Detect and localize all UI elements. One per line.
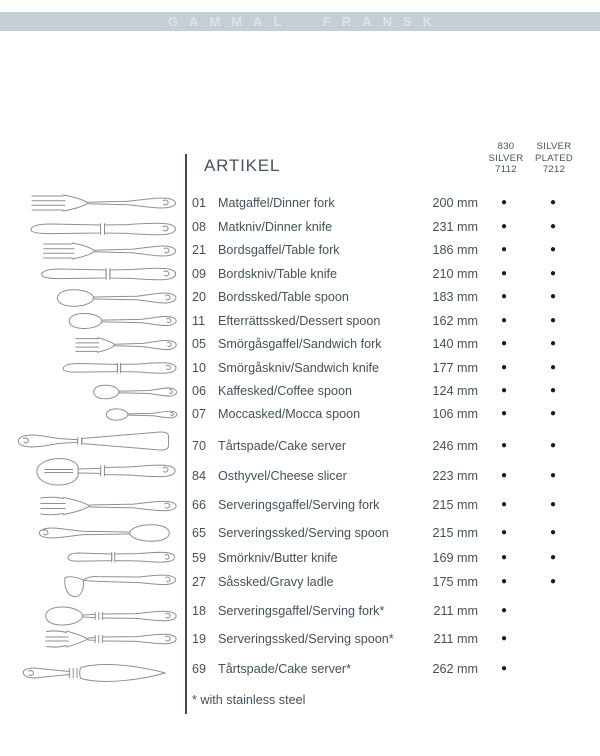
article-size: 211 mm	[433, 604, 478, 618]
article-size: 169 mm	[432, 551, 478, 565]
article-name: Matkniv/Dinner knife	[218, 220, 333, 234]
dot-830-silver: ●	[500, 605, 508, 616]
dessert-spoon-icon	[67, 311, 178, 331]
dot-830-silver: ●	[500, 499, 508, 510]
dot-silver-plated: ●	[549, 385, 557, 396]
table-row	[192, 313, 576, 329]
article-name: Bordskniv/Table knife	[218, 267, 338, 281]
article-name: Tårtspade/Cake server*	[218, 662, 351, 676]
table-row	[192, 525, 576, 541]
article-name: Osthyvel/Cheese slicer	[218, 469, 347, 483]
article-number: 65	[192, 526, 207, 540]
table-row	[192, 336, 576, 352]
article-number: 27	[192, 575, 207, 589]
sandwich-knife-icon	[60, 359, 178, 377]
article-number: 66	[192, 498, 207, 512]
table-row	[192, 631, 576, 647]
table-knife-icon	[38, 264, 178, 284]
article-size: 183 mm	[432, 290, 478, 304]
dot-830-silver: ●	[500, 527, 508, 538]
dot-830-silver: ●	[500, 552, 508, 563]
dot-silver-plated: ●	[549, 244, 557, 255]
dot-830-silver: ●	[500, 385, 508, 396]
table-row	[192, 661, 576, 677]
table-row	[192, 497, 576, 513]
gravy-ladle-icon	[62, 571, 178, 599]
dot-silver-plated: ●	[549, 338, 557, 349]
column-header-line: SILVER	[488, 152, 524, 164]
article-number: 70	[192, 439, 207, 453]
dot-silver-plated	[530, 661, 576, 677]
article-name: Bordssked/Table spoon	[218, 290, 349, 304]
table-row	[192, 219, 576, 235]
article-size: 140 mm	[432, 337, 478, 351]
dinner-knife-icon	[27, 219, 178, 239]
table-fork-icon	[40, 240, 178, 262]
table-row	[192, 406, 576, 422]
dot-silver-plated: ●	[549, 470, 557, 481]
dot-830-silver: ●	[500, 576, 508, 587]
table-spoon-icon	[55, 287, 178, 309]
article-size: 162 mm	[432, 314, 478, 328]
article-number: 09	[192, 267, 207, 281]
column-header-line: SILVER	[536, 141, 572, 152]
column-header-line: 7212	[542, 164, 566, 175]
article-name: Bordsgaffel/Table fork	[218, 243, 340, 257]
dot-silver-plated: ●	[549, 268, 557, 279]
article-size: 246 mm	[432, 439, 478, 453]
table-row	[192, 266, 576, 282]
table-row	[192, 383, 576, 399]
dot-silver-plated: ●	[549, 499, 557, 510]
series-banner	[0, 12, 600, 31]
article-number: 20	[192, 290, 207, 304]
article-number: 07	[192, 407, 207, 421]
article-number: 10	[192, 361, 207, 375]
dot-830-silver: ●	[500, 221, 508, 232]
table-row	[192, 242, 576, 258]
dot-830-silver: ●	[500, 408, 508, 419]
cake-server-icon	[15, 428, 172, 454]
article-number: 06	[192, 384, 207, 398]
serving-fork-steel-icon	[43, 627, 178, 651]
dot-830-silver: ●	[500, 315, 508, 326]
article-name: Serveringsgaffel/Serving fork	[218, 498, 380, 512]
dot-silver-plated: ●	[549, 362, 557, 373]
dinner-fork-icon	[28, 192, 178, 214]
article-name: Kaffesked/Coffee spoon	[218, 384, 352, 398]
dot-silver-plated: ●	[549, 221, 557, 232]
article-name: Efterrättssked/Dessert spoon	[218, 314, 381, 328]
dot-830-silver: ●	[500, 633, 508, 644]
article-size: 124 mm	[432, 384, 478, 398]
article-name: Smörgåskniv/Sandwich knife	[218, 361, 379, 375]
dot-830-silver: ●	[500, 244, 508, 255]
column-header-line: 830	[497, 141, 515, 152]
sandwich-fork-icon	[73, 335, 178, 355]
dot-830-silver: ●	[500, 663, 508, 674]
dot-silver-plated: ●	[549, 291, 557, 302]
table-row	[192, 550, 576, 566]
article-number: 01	[192, 196, 207, 210]
article-name: Serveringssked/Serving spoon*	[218, 632, 394, 646]
dot-silver-plated	[530, 631, 576, 647]
table-row	[192, 195, 576, 211]
article-name: Moccasked/Mocca spoon	[218, 407, 361, 421]
article-size: 262 mm	[432, 662, 478, 676]
dot-830-silver: ●	[500, 440, 508, 451]
article-size: 211 mm	[433, 632, 478, 646]
footnote: * with stainless steel	[192, 693, 306, 707]
article-size: 215 mm	[432, 498, 478, 512]
article-name: Såssked/Gravy ladle	[218, 575, 334, 589]
article-size: 106 mm	[432, 407, 478, 421]
dot-silver-plated: ●	[549, 527, 557, 538]
table-row	[192, 574, 576, 590]
butter-knife-icon	[65, 548, 178, 566]
table-row	[192, 360, 576, 376]
article-size: 210 mm	[432, 267, 478, 281]
column-header-line: PLATED	[534, 152, 574, 164]
dot-silver-plated: ●	[549, 408, 557, 419]
article-number: 21	[192, 243, 207, 257]
article-size: 175 mm	[432, 575, 478, 589]
article-name: Smörkniv/Butter knife	[218, 551, 338, 565]
column-header-line: 7112	[495, 164, 517, 175]
article-name: Smörgåsgaffel/Sandwich fork	[218, 337, 382, 351]
article-size: 215 mm	[432, 526, 478, 540]
mocca-spoon-icon	[105, 407, 178, 422]
table-row	[192, 468, 576, 484]
dot-silver-plated: ●	[549, 440, 557, 451]
serving-spoon-steel-icon	[43, 604, 178, 628]
cheese-slicer-icon	[33, 455, 178, 487]
coffee-spoon-icon	[92, 383, 178, 401]
article-number: 84	[192, 469, 207, 483]
cake-server-steel-icon	[20, 658, 172, 688]
dot-silver-plated	[530, 603, 576, 619]
dot-silver-plated: ●	[549, 552, 557, 563]
dot-830-silver: ●	[500, 268, 508, 279]
series-title: GAMMAL FRANSK	[167, 14, 444, 29]
table-row	[192, 438, 576, 454]
article-size: 231 mm	[432, 220, 478, 234]
table-left-rule	[185, 154, 187, 714]
dot-silver-plated: ●	[549, 315, 557, 326]
article-number: 05	[192, 337, 207, 351]
dot-830-silver: ●	[500, 197, 508, 208]
table-row	[192, 603, 576, 619]
article-size: 200 mm	[432, 196, 478, 210]
article-number: 11	[192, 314, 206, 328]
dot-silver-plated: ●	[549, 197, 557, 208]
article-name: Tårtspade/Cake server	[218, 439, 347, 453]
article-size: 186 mm	[432, 243, 478, 257]
table-row	[192, 289, 576, 305]
article-name: Matgaffel/Dinner fork	[218, 196, 335, 210]
dot-830-silver: ●	[500, 470, 508, 481]
article-name: Serveringssked/Serving spoon	[218, 526, 389, 540]
dot-830-silver: ●	[500, 362, 508, 373]
article-number: 59	[192, 551, 207, 565]
article-number: 69	[192, 662, 207, 676]
dot-830-silver: ●	[500, 338, 508, 349]
article-size: 223 mm	[432, 469, 478, 483]
serving-fork-icon	[37, 494, 178, 518]
column-header-silver-plated	[523, 141, 585, 176]
article-number: 19	[192, 632, 207, 646]
dot-silver-plated: ●	[549, 576, 557, 587]
article-name: Serveringsgaffel/Serving fork*	[218, 604, 385, 618]
article-size: 177 mm	[432, 361, 478, 375]
dot-830-silver: ●	[500, 291, 508, 302]
table-title: ARTIKEL	[204, 156, 281, 175]
article-number: 18	[192, 604, 207, 618]
article-number: 08	[192, 220, 207, 234]
serving-spoon-icon	[37, 522, 172, 544]
